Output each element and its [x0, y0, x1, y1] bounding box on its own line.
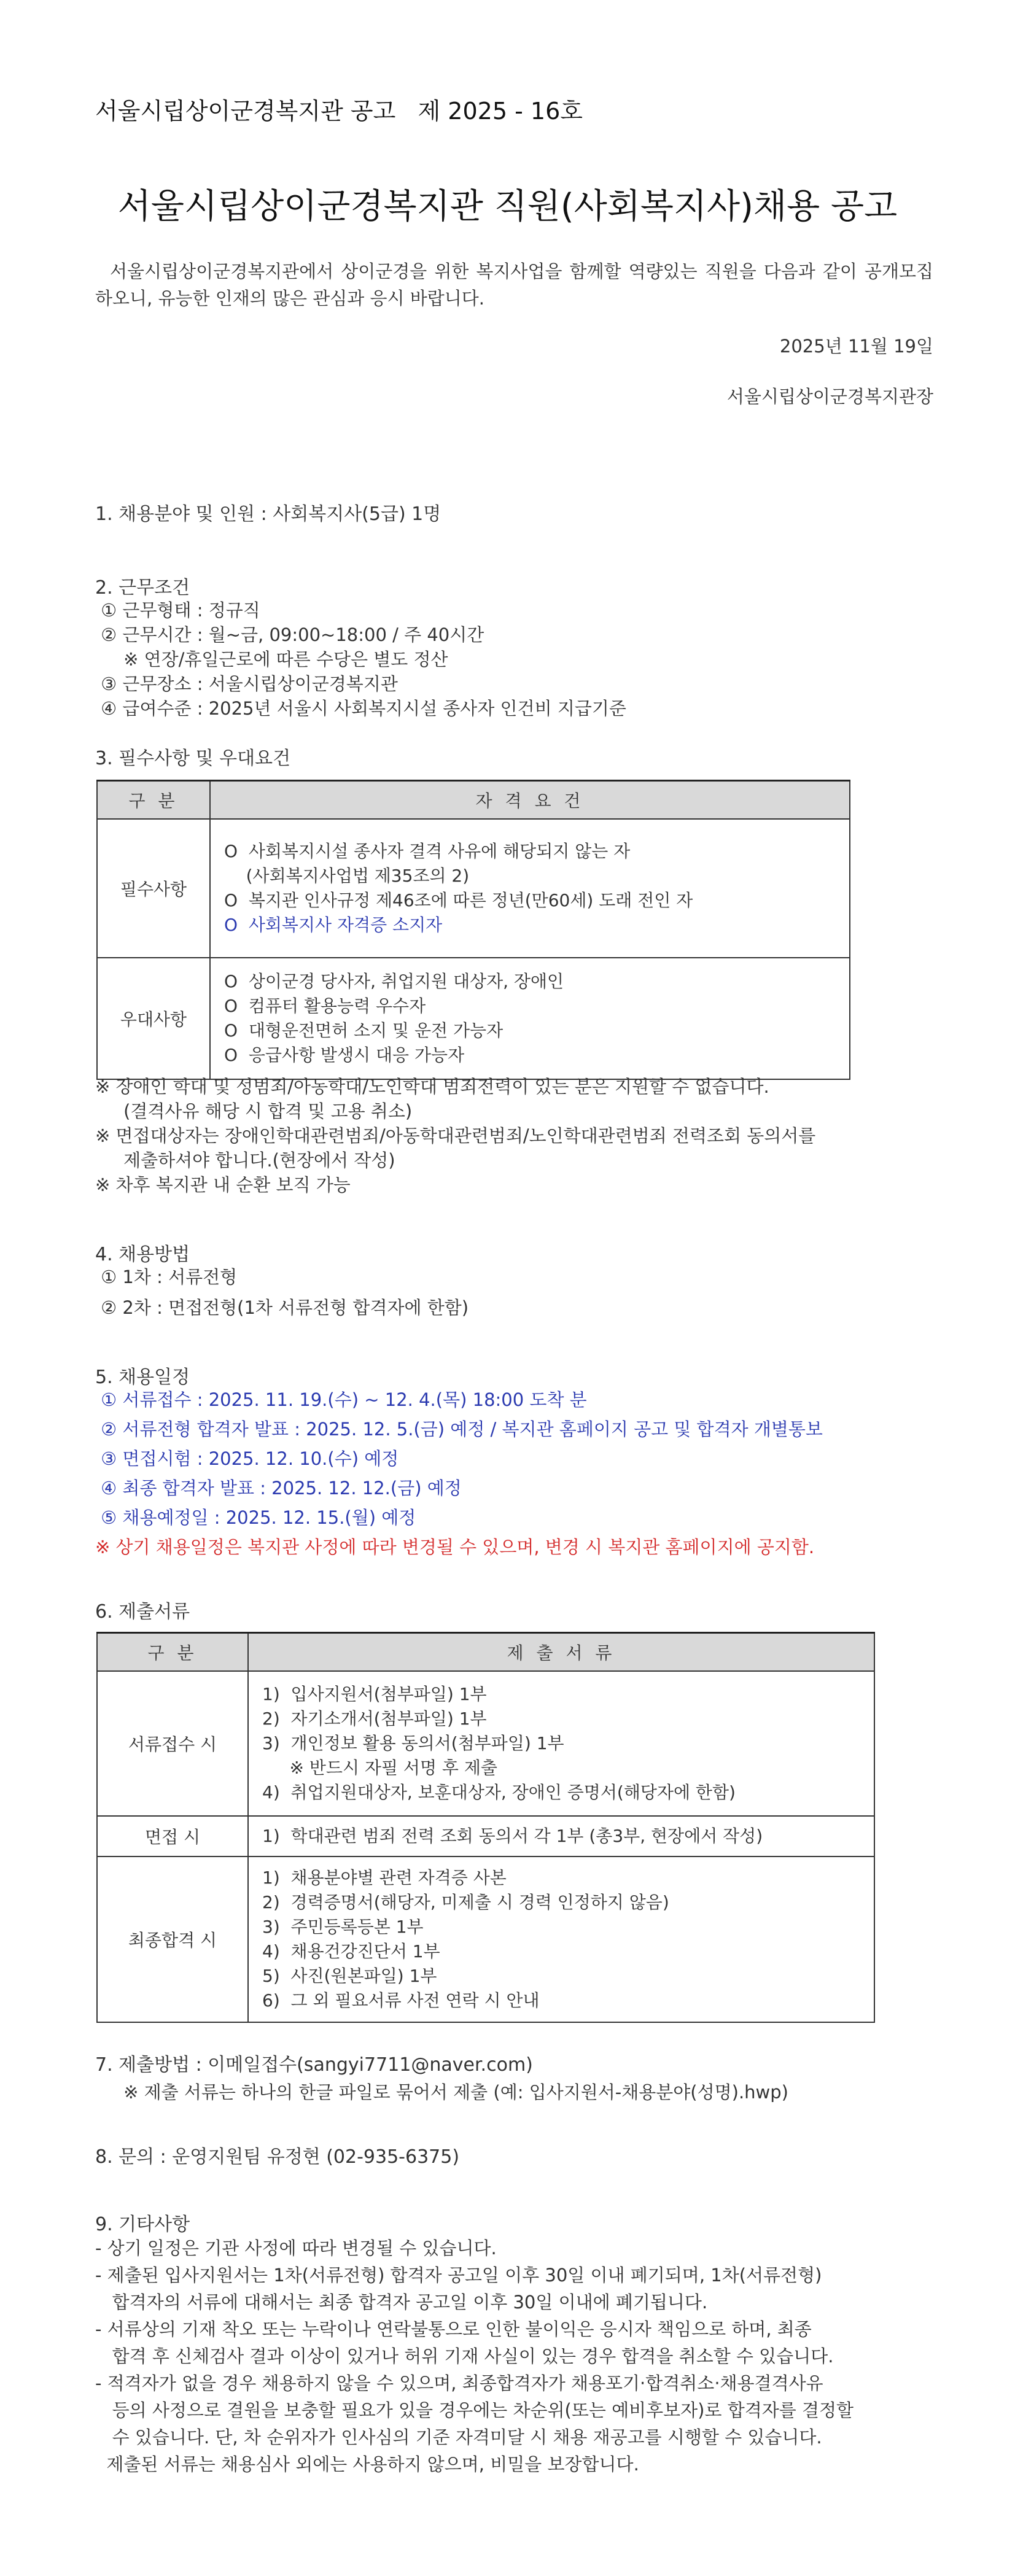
- section-3-note: ※ 차후 복지관 내 순환 보직 가능: [95, 1174, 351, 1195]
- misc-item: 합격자의 서류에 대해서는 최종 합격자 공고일 이후 30일 이내에 폐기됩니다.: [95, 2292, 708, 2313]
- table-category-cell: 최종합격 시: [97, 1856, 248, 2022]
- misc-item: - 상기 일정은 기관 사정에 따라 변경될 수 있습니다.: [95, 2238, 497, 2259]
- list-item: 6) 그 외 필요서류 사전 연락 시 안내: [262, 1990, 540, 2011]
- table-category-cell: 면접 시: [97, 1816, 248, 1856]
- table-row: [97, 958, 850, 1079]
- list-item: 3) 주민등록등본 1부: [262, 1917, 424, 1937]
- table-header-cell: 구 분: [97, 1633, 248, 1672]
- table-content-cell: [248, 1816, 874, 1856]
- section-8-heading: 8. 문의 : 운영지원팀 유정현 (02-935-6375): [95, 2146, 460, 2168]
- section-3-note: ※ 면접대상자는 장애인학대관련범죄/아동학대관련범죄/노인학대관련범죄 전력조회 동의서를: [95, 1125, 816, 1146]
- section-4-item: ② 2차 : 면접전형(1차 서류전형 합격자에 한함): [95, 1297, 469, 1318]
- notice-number: 서울시립상이군경복지관 공고 제 2025 - 16호: [95, 98, 583, 125]
- table-header-cell: 제 출 서 류: [248, 1633, 874, 1672]
- section-7-heading: 7. 제출방법 : 이메일접수(sangyi7711@naver.com): [95, 2054, 533, 2076]
- list-item: 4) 취업지원대상자, 보훈대상자, 장애인 증명서(해당자에 한함): [262, 1782, 736, 1802]
- section-3-heading: 3. 필수사항 및 우대요건: [95, 748, 291, 769]
- misc-item: 수 있습니다. 단, 차 순위자가 인사심의 기준 자격미달 시 채용 재공고를 시행할 수 있습니다.: [95, 2427, 822, 2448]
- page-title: 서울시립상이군경복지관 직원(사회복지사)채용 공고: [117, 187, 898, 227]
- schedule-item: ④ 최종 합격자 발표 : 2025. 12. 12.(금) 예정: [95, 1478, 462, 1499]
- section-7-note: ※ 제출 서류는 하나의 한글 파일로 묶어서 제출 (예: 입사지원서-채용분야(성명).hwp): [95, 2082, 788, 2103]
- table-row: [97, 1816, 874, 1856]
- misc-item: - 적격자가 없을 경우 채용하지 않을 수 있으며, 최종합격자가 채용포기·합격취소·채용결격사유: [95, 2373, 823, 2394]
- list-item: O 상이군경 당사자, 취업지원 대상자, 장애인: [224, 971, 564, 991]
- schedule-item: ③ 면접시험 : 2025. 12. 10.(수) 예정: [95, 1448, 399, 1469]
- table-category-cell: 서류접수 시: [97, 1671, 248, 1816]
- list-item: 2) 자기소개서(첨부파일) 1부: [262, 1709, 487, 1729]
- list-item: 5) 사진(원본파일) 1부: [262, 1966, 437, 1986]
- section-2-item: ① 근무형태 : 정규직: [95, 600, 260, 621]
- section-2-item: ※ 연장/휴일근로에 따른 수당은 별도 정산: [95, 649, 448, 670]
- table-row: [97, 819, 850, 958]
- list-item: 4) 채용건강진단서 1부: [262, 1941, 440, 1961]
- list-item: 3) 개인정보 활용 동의서(첨부파일) 1부: [262, 1733, 564, 1753]
- table-category-cell: 필수사항: [97, 819, 210, 958]
- intro-paragraph: 서울시립상이군경복지관에서 상이군경을 위한 복지사업을 함께할 역량있는 직원을 다음과 같이 공개모집 하오니, 유능한 인재의 많은 관심과 응시 바랍니다.: [95, 261, 933, 309]
- section-6-heading: 6. 제출서류: [95, 1601, 190, 1623]
- list-item: 1) 채용분야별 관련 자격증 사본: [262, 1868, 507, 1888]
- section-2-item: ④ 급여수준 : 2025년 서울시 사회복지시설 종사자 인건비 지급기준: [95, 698, 626, 719]
- table-header-row: [97, 781, 850, 820]
- table-content-cell: [210, 819, 850, 958]
- table-category-cell: 우대사항: [97, 958, 210, 1079]
- schedule-item: ② 서류전형 합격자 발표 : 2025. 12. 5.(금) 예정 / 복지관 홈페이지 공고 및 합격자 개별통보: [95, 1419, 823, 1440]
- section-2-item: ③ 근무장소 : 서울시립상이군경복지관: [95, 673, 398, 694]
- section-4-heading: 4. 채용방법: [95, 1244, 190, 1265]
- table-content-cell: [210, 958, 850, 1079]
- misc-item: 합격 후 신체검사 결과 이상이 있거나 허위 기재 사실이 있는 경우 합격을 취소할 수 있습니다.: [95, 2346, 834, 2367]
- misc-item: 제출된 서류는 채용심사 외에는 사용하지 않으며, 비밀을 보장합니다.: [95, 2454, 639, 2475]
- list-item: 1) 입사지원서(첨부파일) 1부: [262, 1684, 487, 1704]
- list-item: (사회복지사업법 제35조의 2): [224, 866, 470, 886]
- table-header-cell: 자 격 요 건: [210, 781, 850, 820]
- section-5-heading: 5. 채용일정: [95, 1367, 190, 1388]
- list-item: O 사회복지사 자격증 소지자: [224, 915, 443, 935]
- table-row: [97, 1856, 874, 2022]
- documents-table: [96, 1632, 875, 2023]
- schedule-item: ① 서류접수 : 2025. 11. 19.(수) ~ 12. 4.(목) 18:00 도착 분: [95, 1389, 587, 1410]
- list-item: O 사회복지시설 종사자 결격 사유에 해당되지 않는 자: [224, 841, 631, 861]
- misc-item: 등의 사정으로 결원을 보충할 필요가 있을 경우에는 차순위(또는 예비후보자)로 합격자를 결정할: [95, 2400, 854, 2421]
- schedule-item: ⑤ 채용예정일 : 2025. 12. 15.(월) 예정: [95, 1507, 416, 1528]
- list-item: O 대형운전면허 소지 및 운전 가능자: [224, 1020, 504, 1041]
- requirements-table: [96, 780, 850, 1080]
- notice-signer: 서울시립상이군경복지관장: [726, 386, 933, 407]
- table-content-cell: [248, 1856, 874, 2022]
- schedule-warning: ※ 상기 채용일정은 복지관 사정에 따라 변경될 수 있으며, 변경 시 복지관 홈페이지에 공지함.: [95, 1537, 815, 1558]
- list-item: 2) 경력증명서(해당자, 미제출 시 경력 인정하지 않음): [262, 1892, 669, 1912]
- table-header-row: [97, 1633, 874, 1672]
- table-content-cell: [248, 1671, 874, 1816]
- section-3-note: (결격사유 해당 시 합격 및 고용 취소): [95, 1101, 413, 1122]
- list-item: ※ 반드시 자필 서명 후 제출: [262, 1758, 497, 1778]
- section-2-heading: 2. 근무조건: [95, 577, 190, 599]
- section-9-heading: 9. 기타사항: [95, 2214, 190, 2235]
- list-item: 1) 학대관련 범죄 전력 조회 동의서 각 1부 (총3부, 현장에서 작성): [262, 1826, 763, 1846]
- list-item: O 컴퓨터 활용능력 우수자: [224, 996, 426, 1016]
- list-item: O 복지관 인사규정 제46조에 따른 정년(만60세) 도래 전인 자: [224, 890, 693, 910]
- list-item: O 응급사항 발생시 대응 가능자: [224, 1045, 465, 1065]
- section-3-note: 제출하셔야 합니다.(현장에서 작성): [95, 1150, 395, 1171]
- table-header-cell: 구 분: [97, 781, 210, 820]
- section-3-note: ※ 장애인 학대 및 성범죄/아동학대/노인학대 범죄전력이 있는 분은 지원할 수 없습니다.: [95, 1076, 769, 1097]
- misc-item: - 서류상의 기재 착오 또는 누락이나 연락불통으로 인한 불이익은 응시자 책임으로 하며, 최종: [95, 2319, 812, 2340]
- section-4-item: ① 1차 : 서류전형: [95, 1267, 238, 1287]
- table-row: [97, 1671, 874, 1816]
- section-1-heading: 1. 채용분야 및 인원 : 사회복지사(5급) 1명: [95, 503, 441, 525]
- misc-item: - 제출된 입사지원서는 1차(서류전형) 합격자 공고일 이후 30일 이내 폐기되며, 1차(서류전형): [95, 2265, 822, 2286]
- notice-date: 2025년 11월 19일: [779, 336, 933, 357]
- section-2-item: ② 근무시간 : 월~금, 09:00~18:00 / 주 40시간: [95, 624, 484, 645]
